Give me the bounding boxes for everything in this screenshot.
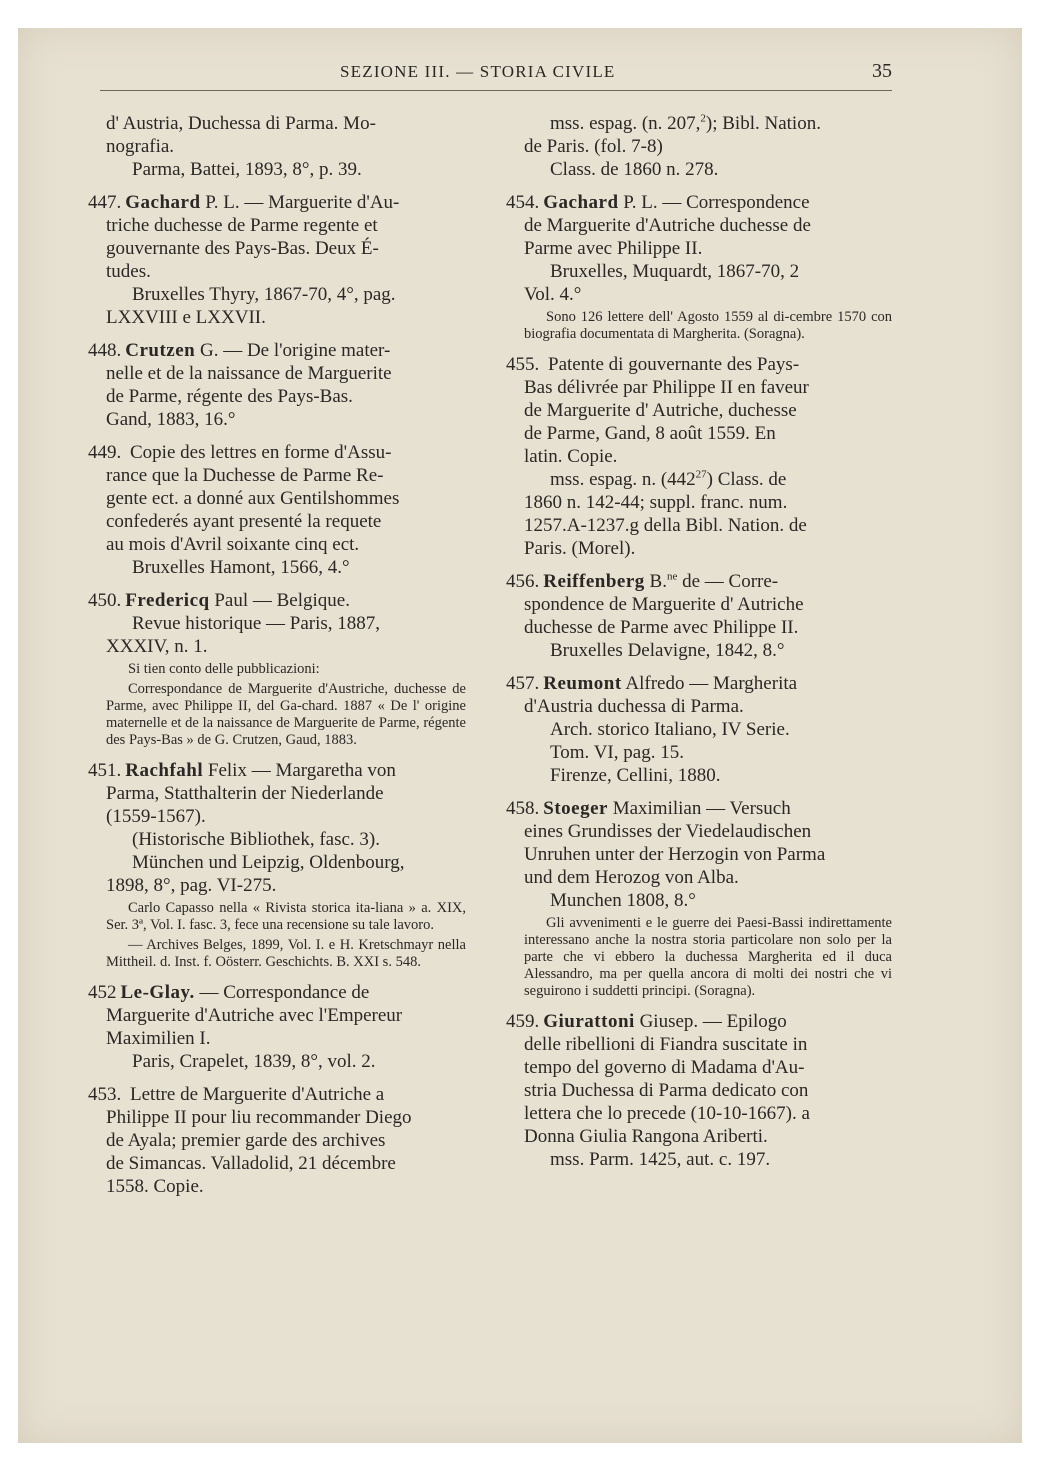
text-span: ); Bibl. Nation. <box>705 113 821 134</box>
text-line: und dem Herozog von Alba. <box>524 867 739 888</box>
text-line: Donna Giulia Rangona Ariberti. <box>524 1126 768 1147</box>
entry-455 <box>506 353 892 560</box>
text-line: d' Austria, Duchessa di Parma. Mo- <box>106 113 376 134</box>
text-line: rance que la Duchesse de Parme Re- <box>106 465 384 486</box>
entry-458 <box>506 797 892 1000</box>
publication-line: 1860 n. 142-44; suppl. franc. num. <box>524 492 788 513</box>
text-line: Unruhen unter der Herzogin von Parma <box>524 844 826 865</box>
entry-heading <box>88 759 466 782</box>
entry-number: 447. <box>88 192 122 213</box>
text-line: de Ayala; premier garde des archives <box>106 1130 386 1151</box>
text-line: 1558. Copie. <box>106 1176 204 1197</box>
publication-line: 1257.A-1237.g della Bibl. Nation. de <box>524 515 807 536</box>
entry-452 <box>88 981 466 1073</box>
text-line: gouvernante des Pays-Bas. Deux É- <box>106 238 379 259</box>
entry-448 <box>88 339 466 431</box>
entry-number: 457. <box>506 673 540 694</box>
text-line: stria Duchessa di Parma dedicato con <box>524 1080 809 1101</box>
text-line: lettera che lo precede (10-10-1667). a <box>524 1103 810 1124</box>
author-name: Fredericq <box>125 590 210 611</box>
publication-line: Parma, Battei, 1893, 8°, p. 39. <box>132 159 362 180</box>
text-line: d'Austria duchessa di Parma. <box>524 696 744 717</box>
author-name: Stoeger <box>543 798 608 819</box>
entry-456 <box>506 570 892 662</box>
title-text: Copie des lettres en forme d'Assu- <box>125 442 392 463</box>
text-line: Bas délivrée par Philippe II en faveur <box>524 377 809 398</box>
entry-heading <box>506 1010 892 1033</box>
entry-heading <box>88 1083 466 1106</box>
text-line: de Marguerite d'Autriche duchesse de <box>524 215 811 236</box>
publication-line: Paris. (Morel). <box>524 538 636 559</box>
publication-line <box>506 468 892 491</box>
text-line: delle ribellioni di Fiandra suscitate in <box>524 1034 808 1055</box>
entry-number: 450. <box>88 590 122 611</box>
text-line: tempo del governo di Madama d'Au- <box>524 1057 805 1078</box>
title-text: P. L. — Correspondence <box>618 192 810 213</box>
author-name: Le-Glay. <box>120 982 195 1003</box>
author-name: Gachard <box>543 192 619 213</box>
text-line: gente ect. a donné aux Gentilshommes <box>106 488 400 509</box>
text-line: latin. Copie. <box>524 446 618 467</box>
superscript: ne <box>666 570 678 583</box>
entry-number: 449. <box>88 442 122 463</box>
text-line: nografia. <box>106 136 175 157</box>
entry-number: 452 <box>88 982 117 1003</box>
entry-number: 455. <box>506 354 540 375</box>
title-text: G. — De l'origine mater- <box>195 340 391 361</box>
right-column <box>506 112 892 1181</box>
entry-451 <box>88 759 466 971</box>
entry-number: 448. <box>88 340 122 361</box>
publication-line: LXXVIII e LXXVII. <box>106 307 266 328</box>
text-line: duchesse de Parme avec Philippe II. <box>524 617 799 638</box>
publication-line: Bruxelles Delavigne, 1842, 8.° <box>550 640 785 661</box>
entry-number: 454. <box>506 192 540 213</box>
entry-number: 458. <box>506 798 540 819</box>
entry-449 <box>88 441 466 579</box>
publication-line: Paris, Crapelet, 1839, 8°, vol. 2. <box>132 1051 376 1072</box>
title-text: de — Corre- <box>677 571 779 592</box>
text-line: de Parme, Gand, 8 août 1559. En <box>524 423 776 444</box>
publication-line: mss. Parm. 1425, aut. c. 197. <box>550 1149 771 1170</box>
entry-number: 456. <box>506 571 540 592</box>
publication-line: Bruxelles Thyry, 1867-70, 4°, pag. <box>132 284 396 305</box>
text-line: de Simancas. Valladolid, 21 décembre <box>106 1153 396 1174</box>
entry-number: 453. <box>88 1084 122 1105</box>
superscript: 27 <box>695 468 707 481</box>
publication-line: 1898, 8°, pag. VI-275. <box>106 875 277 896</box>
publication-line: Munchen 1808, 8.° <box>550 890 696 911</box>
title-text: — Correspondance de <box>194 982 370 1003</box>
entry-heading <box>88 589 466 612</box>
footnote: Sono 126 lettere dell' Agosto 1559 al di-cembre 1570 con biografia documentata di Margherita. (Soragna). <box>524 309 892 342</box>
entry-heading <box>506 672 892 695</box>
publication-line: Firenze, Cellini, 1880. <box>550 765 721 786</box>
author-name: Rachfahl <box>125 760 204 781</box>
publication-line <box>506 112 892 135</box>
author-name: Gachard <box>125 192 201 213</box>
text-line: confederés ayant presenté la requete <box>106 511 382 532</box>
superscript: 2 <box>700 112 706 125</box>
text-line: de Marguerite d' Autriche, duchesse <box>524 400 797 421</box>
text-line: Maximilien I. <box>106 1028 211 1049</box>
text-span: mss. espag. n. (442 <box>550 469 696 490</box>
text-line: spondence de Marguerite d' Autriche <box>524 594 804 615</box>
footnote: Correspondance de Marguerite d'Austriche, duchesse de Parme, avec Philippe II, del Ga-chard. 1887 « De l' origine maternelle et de la naissance de Marguerite de Parme, régente des Pays-Bas » de G. Crutzen, Gaud, 1883. <box>106 681 466 748</box>
text-line: eines Grundisses der Viedelaudischen <box>524 821 812 842</box>
entry-number: 451. <box>88 760 122 781</box>
entry-heading <box>506 570 892 593</box>
entry-447 <box>88 191 466 329</box>
text-line: triche duchesse de Parme regente et <box>106 215 378 236</box>
author-name: Reumont <box>543 673 622 694</box>
text-line: (1559-1567). <box>106 806 206 827</box>
left-column <box>88 112 466 1208</box>
author-name: Giurattoni <box>543 1011 635 1032</box>
text-line: de Parme, régente des Pays-Bas. <box>106 386 353 407</box>
text-span: mss. espag. (n. 207, <box>550 113 701 134</box>
text-line: tudes. <box>106 261 151 282</box>
title-text: Giusep. — Epilogo <box>634 1011 787 1032</box>
publication-line: Bruxelles, Muquardt, 1867-70, 2 <box>550 261 800 282</box>
title-text: Maximilian — Versuch <box>607 798 791 819</box>
publication-line: XXXIV, n. 1. <box>106 636 208 657</box>
text-line: Gand, 1883, 16.° <box>106 409 236 430</box>
entry-454 <box>506 191 892 343</box>
publication-line: Tom. VI, pag. 15. <box>550 742 684 763</box>
text-line: au mois d'Avril soixante cinq ect. <box>106 534 360 555</box>
entry-450 <box>88 589 466 749</box>
text-line: Parma, Statthalterin der Niederlande <box>106 783 384 804</box>
footnote: Carlo Capasso nella « Rivista storica ita-liana » a. XIX, Ser. 3ª, Vol. I. fasc. 3, fece una recensione su tale lavoro. <box>106 900 466 933</box>
entry-453 <box>88 1083 466 1198</box>
title-text: B. <box>644 571 667 592</box>
text-line: Parme avec Philippe II. <box>524 238 703 259</box>
title-text: Felix — Margaretha von <box>203 760 396 781</box>
text-line: Philippe II pour liu recommander Diego <box>106 1107 412 1128</box>
publication-line: Revue historique — Paris, 1887, <box>132 613 381 634</box>
footnote: — Archives Belges, 1899, Vol. I. e H. Kretschmayr nella Mittheil. d. Inst. f. Oösterr. Geschichts. B. XXI s. 548. <box>106 937 466 970</box>
entry-457 <box>506 672 892 787</box>
text-span: ) Class. de <box>706 469 787 490</box>
section-title: SEZIONE III. — STORIA CIVILE <box>340 62 616 81</box>
title-text: Patente di gouvernante des Pays- <box>543 354 800 375</box>
publication-line: München und Leipzig, Oldenbourg, <box>132 852 405 873</box>
title-text: Paul — Belgique. <box>209 590 350 611</box>
author-name: Crutzen <box>125 340 196 361</box>
text-line: nelle et de la naissance de Marguerite <box>106 363 392 384</box>
entry-continuation-right <box>506 112 892 181</box>
entry-continuation-left <box>88 112 466 181</box>
publication-line: Vol. 4.° <box>524 284 582 305</box>
entry-heading <box>506 797 892 820</box>
publication-line: (Historische Bibliothek, fasc. 3). <box>132 829 381 850</box>
footnote: Si tien conto delle pubblicazioni: <box>128 661 320 677</box>
text-line: Marguerite d'Autriche avec l'Empereur <box>106 1005 403 1026</box>
footnote: Gli avvenimenti e le guerre dei Paesi-Bassi indirettamente interessano anche la nostra storia particolare non solo per la parte che vi ebbero la duchessa Margherita ed il duca Alessandro, ma per quella ancora di molti dei nostri che vi seguirono i suddetti principi. (Soragna). <box>524 915 892 999</box>
author-name: Reiffenberg <box>543 571 645 592</box>
publication-line: Arch. storico Italiano, IV Serie. <box>550 719 790 740</box>
title-text: Alfredo — Margherita <box>621 673 798 694</box>
publication-line: de Paris. (fol. 7-8) <box>524 136 663 157</box>
title-text: P. L. — Marguerite d'Au- <box>200 192 400 213</box>
entry-heading <box>88 441 466 464</box>
entry-459 <box>506 1010 892 1171</box>
page-number: 35 <box>872 60 892 82</box>
entry-number: 459. <box>506 1011 540 1032</box>
entry-heading <box>88 981 466 1004</box>
entry-heading <box>506 353 892 376</box>
entry-heading <box>88 339 466 362</box>
publication-line: Class. de 1860 n. 278. <box>550 159 719 180</box>
header-rule <box>100 90 892 91</box>
publication-line: Bruxelles Hamont, 1566, 4.° <box>132 557 350 578</box>
entry-heading <box>506 191 892 214</box>
entry-heading <box>88 191 466 214</box>
title-text: Lettre de Marguerite d'Autriche a <box>125 1084 385 1105</box>
